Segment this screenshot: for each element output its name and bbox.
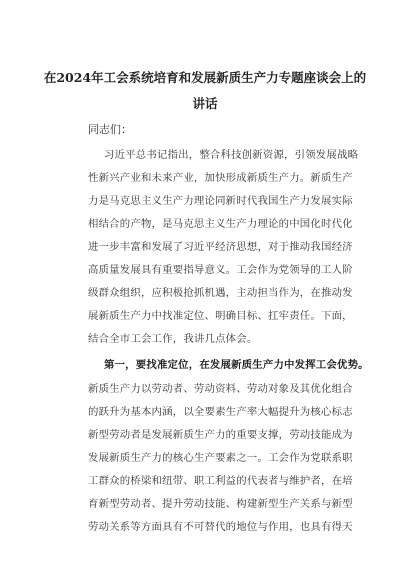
body-line: 新质生产力以劳动者、劳动资料、劳动对象及其优化组合: [88, 383, 353, 395]
body-line: 结合全市工会工作，我讲几点体会。: [88, 333, 258, 345]
body-line: 发展新质生产力的核心生产要素之一。工会作为党联系职: [88, 452, 353, 464]
body-line: 高质量发展具有重要指导意义。工会作为党领导的工人阶: [88, 264, 353, 276]
document-title-line-2: 讲话: [192, 96, 218, 111]
body-line: 的跃升为基本内涵，以全要素生产率大幅提升为核心标志: [88, 406, 353, 418]
section-heading: 第一，要找准定位，在发展新质生产力中发挥工会优势。: [104, 359, 369, 371]
body-line: 工群众的桥梁和纽带、职工利益的代表者与维护者，在培: [88, 475, 353, 487]
body-line: 劳动关系等方面具有不可替代的地位与作用，也具有得天: [88, 521, 353, 533]
body-line: 展新质生产力中找准定位、明确目标、扛牢责任。下面，: [88, 310, 353, 322]
body-line: 性新兴产业和未来产业，加快形成新质生产力。新质生产: [88, 172, 353, 184]
body-line: 力是马克思主义生产力理论同新时代我国生产力发展实际: [88, 195, 353, 207]
document-title-line-1: 在2024年工会系统培育和发展新质生产力专题座谈会上的: [43, 70, 367, 85]
body-line: 育新型劳动者、提升劳动技能、构建新型生产关系与新型: [88, 498, 353, 510]
body-line: 习近平总书记指出，整合科技创新资源，引领发展战略: [104, 149, 359, 161]
body-line: 级群众组织，应积极抢抓机遇，主动担当作为，在推动发: [88, 287, 353, 299]
body-line: 相结合的产物，是马克思主义生产力理论的中国化时代化: [88, 218, 353, 230]
body-line: 进一步丰富和发展了习近平经济思想，对于推动我国经济: [88, 241, 353, 253]
greeting: 同志们：: [88, 123, 132, 136]
body-line: 新型劳动者是发展新质生产力的重要支撑，劳动技能成为: [88, 429, 353, 441]
